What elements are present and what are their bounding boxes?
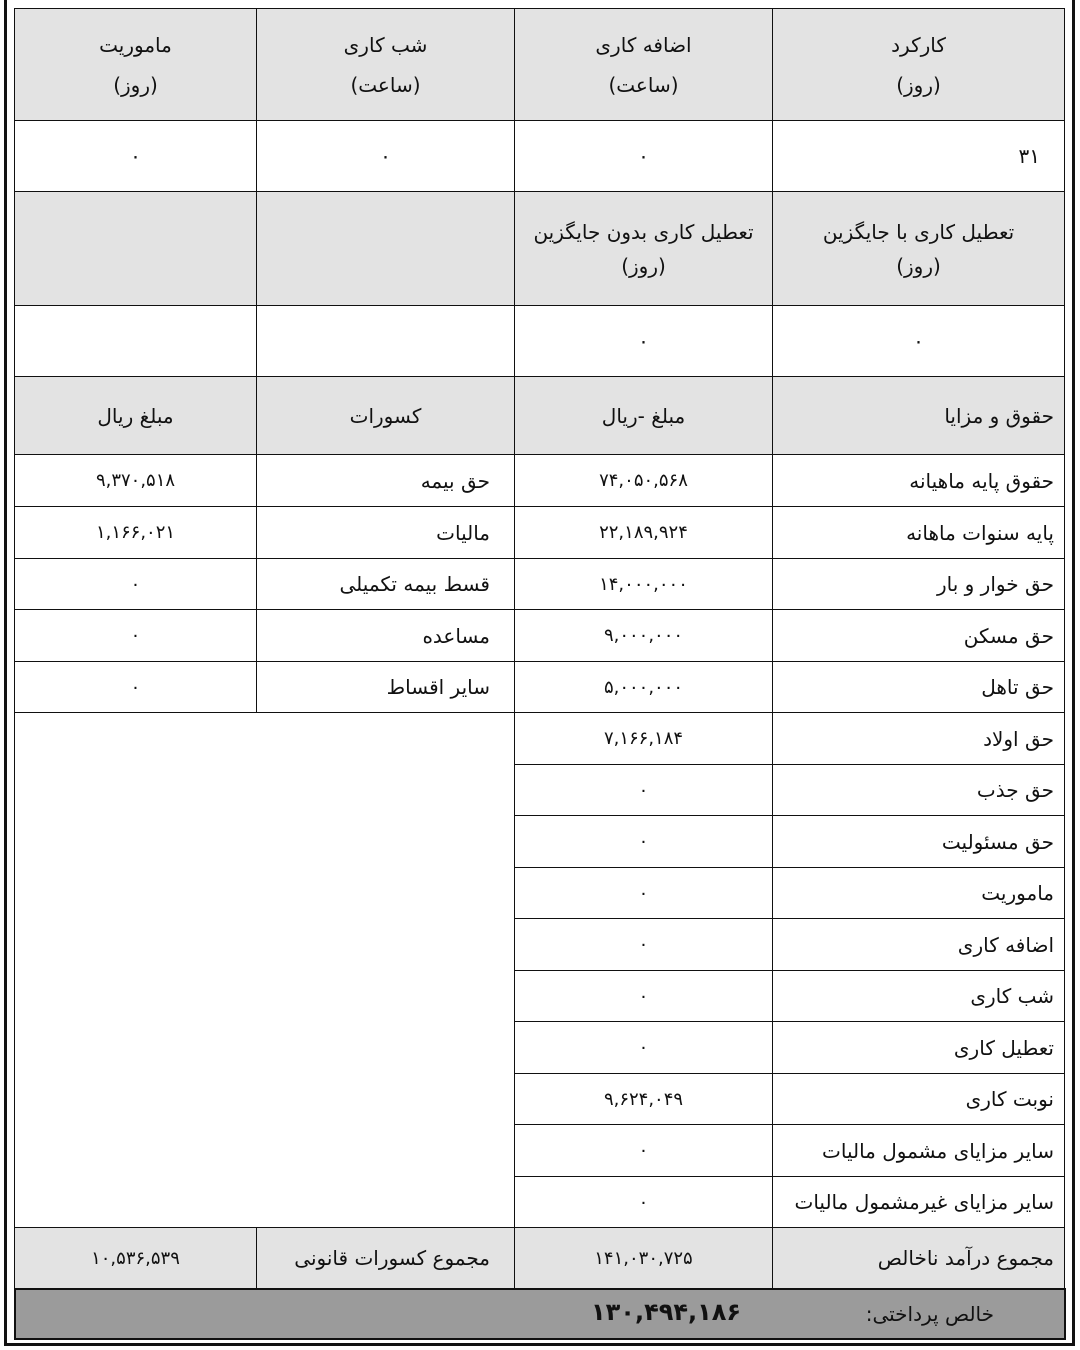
header-unit: (روز)	[896, 253, 941, 278]
earning-label: حق مسکن	[772, 609, 1065, 662]
header-night-work	[256, 8, 515, 121]
deduction-value: ۰	[14, 558, 257, 610]
deductions-blank-area	[14, 712, 515, 1228]
net-pay-label: خالص پرداختی:	[865, 1302, 994, 1326]
earning-value: ۰	[514, 815, 773, 868]
deduction-value: ۹,۳۷۰,۵۱۸	[14, 454, 257, 507]
header-title: تعطیل کاری بدون جایگزین	[533, 219, 754, 244]
col-deductions-header: کسورات	[256, 376, 515, 455]
earning-value: ۰	[514, 970, 773, 1022]
col-deduction-amount-header: مبلغ ریال	[14, 376, 257, 455]
value-mission: ۰	[14, 120, 257, 192]
header-empty	[256, 191, 515, 306]
header-holiday-without-substitute	[514, 191, 773, 306]
earning-label: شب کاری	[772, 970, 1065, 1022]
earning-label: سایر مزایای مشمول مالیات	[772, 1124, 1065, 1177]
value-holiday-with-substitute: ۰	[772, 305, 1065, 377]
col-earnings-header: حقوق و مزایا	[772, 376, 1065, 455]
deduction-label: قسط بیمه تکمیلی	[256, 558, 515, 610]
earning-label: تعطیل کاری	[772, 1021, 1065, 1074]
deduction-label: مساعده	[256, 609, 515, 662]
value-overtime: ۰	[514, 120, 773, 192]
earning-value: ۰	[514, 1176, 773, 1228]
header-empty	[14, 191, 257, 306]
header-unit: (روز)	[621, 253, 666, 278]
earning-label: حق جذب	[772, 764, 1065, 816]
header-unit: (روز)	[113, 72, 158, 97]
earning-label: حق خوار و بار	[772, 558, 1065, 610]
earning-label: سایر مزایای غیرمشمول مالیات	[772, 1176, 1065, 1228]
col-amount-header: مبلغ -ریال	[514, 376, 773, 455]
value-holiday-without-substitute: ۰	[514, 305, 773, 377]
deductions-total-label: مجموع کسورات قانونی	[256, 1227, 515, 1289]
header-holiday-with-substitute	[772, 191, 1065, 306]
header-title: اضافه کاری	[595, 32, 692, 57]
earning-value: ۰	[514, 1021, 773, 1074]
earning-value: ۲۲,۱۸۹,۹۲۴	[514, 506, 773, 559]
earning-label: نوبت کاری	[772, 1073, 1065, 1125]
earning-value: ۷,۱۶۶,۱۸۴	[514, 712, 773, 765]
header-overtime	[514, 8, 773, 121]
net-pay-value: ۱۳۰,۴۹۴,۱۸۶	[591, 1298, 742, 1326]
earning-value: ۷۴,۰۵۰,۵۶۸	[514, 454, 773, 507]
header-title: ماموریت	[99, 32, 172, 57]
deductions-total-value: ۱۰,۵۳۶,۵۳۹	[14, 1227, 257, 1289]
earning-value: ۰	[514, 1124, 773, 1177]
deduction-label: حق بیمه	[256, 454, 515, 507]
earning-value: ۰	[514, 764, 773, 816]
earning-value: ۰	[514, 867, 773, 919]
header-mission	[14, 8, 257, 121]
earning-label: ماموریت	[772, 867, 1065, 919]
earning-value: ۹,۶۲۴,۰۴۹	[514, 1073, 773, 1125]
gross-total-value: ۱۴۱,۰۳۰,۷۲۵	[514, 1227, 773, 1289]
header-unit: (ساعت)	[350, 72, 421, 97]
earning-label: اضافه کاری	[772, 918, 1065, 971]
header-title: کارکرد	[891, 32, 946, 57]
earning-label: حق اولاد	[772, 712, 1065, 765]
value-night-work: ۰	[256, 120, 515, 192]
earning-label: حقوق پایه ماهیانه	[772, 454, 1065, 507]
header-title: شب کاری	[343, 32, 428, 57]
earning-value: ۵,۰۰۰,۰۰۰	[514, 661, 773, 713]
earning-label: حق مسئولیت	[772, 815, 1065, 868]
value-work-days: ۳۱	[772, 120, 1065, 192]
header-work-days	[772, 8, 1065, 121]
header-title: تعطیل کاری با جایگزین	[822, 219, 1015, 244]
value-empty	[256, 305, 515, 377]
deduction-label: مالیات	[256, 506, 515, 559]
gross-total-label: مجموع درآمد ناخالص	[772, 1227, 1065, 1289]
earning-label: پایه سنوات ماهانه	[772, 506, 1065, 559]
deduction-value: ۰	[14, 609, 257, 662]
earning-value: ۱۴,۰۰۰,۰۰۰	[514, 558, 773, 610]
deduction-label: سایر اقساط	[256, 661, 515, 713]
net-pay-bar	[14, 1288, 1066, 1340]
deduction-value: ۱,۱۶۶,۰۲۱	[14, 506, 257, 559]
value-empty	[14, 305, 257, 377]
earning-value: ۰	[514, 918, 773, 971]
header-unit: (ساعت)	[608, 72, 679, 97]
deduction-value: ۰	[14, 661, 257, 713]
earning-value: ۹,۰۰۰,۰۰۰	[514, 609, 773, 662]
earning-label: حق تاهل	[772, 661, 1065, 713]
header-unit: (روز)	[896, 72, 941, 97]
